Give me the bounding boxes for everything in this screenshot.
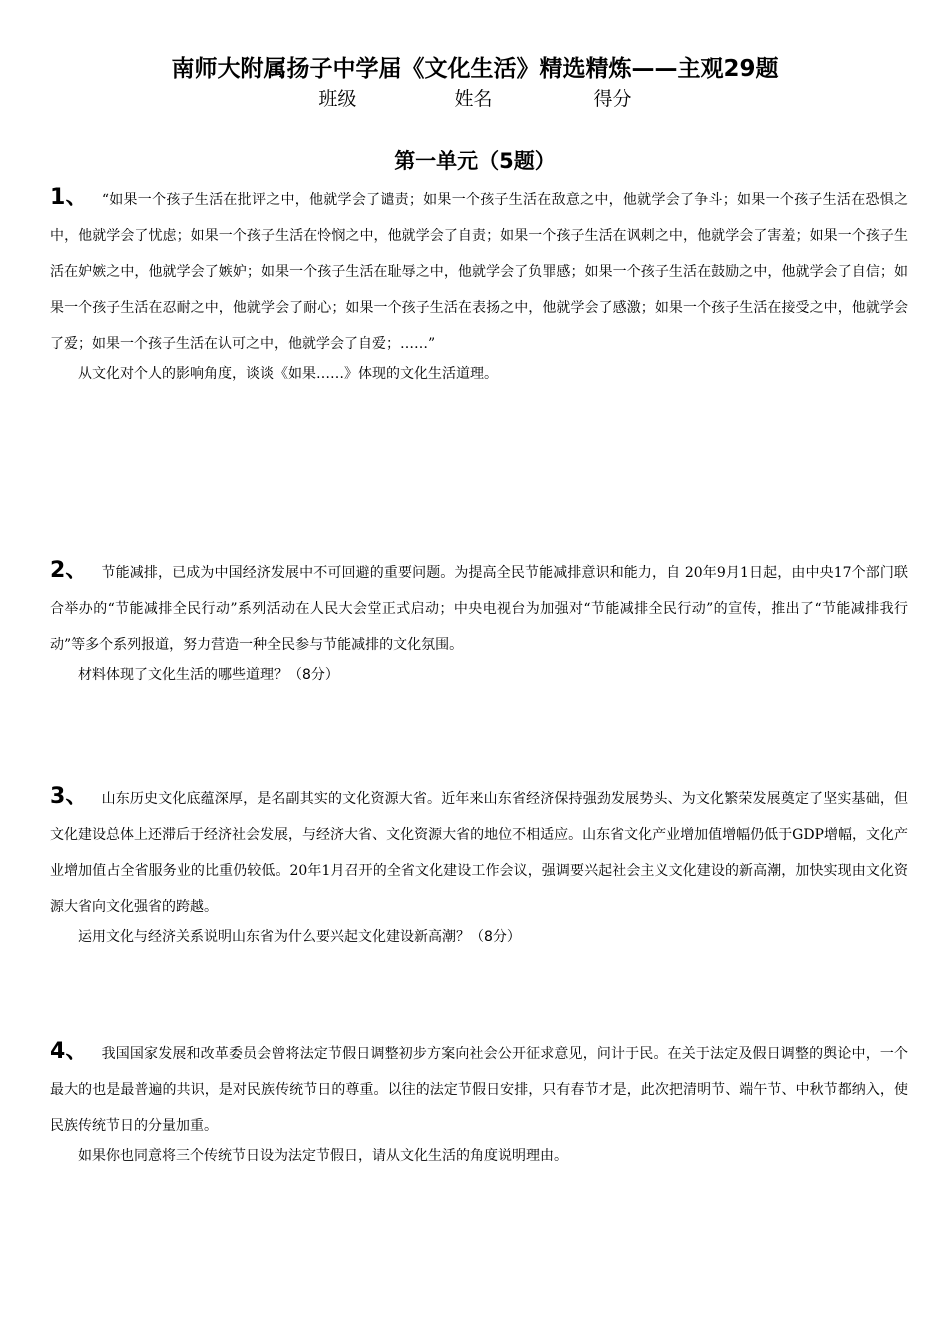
question-body	[50, 1034, 908, 1144]
question-number: 2、	[50, 558, 88, 583]
question-number: 3、	[50, 784, 88, 809]
class-label: 班级	[318, 88, 357, 110]
question-4	[50, 1034, 908, 1168]
question-number: 1、	[50, 185, 88, 210]
question-2	[50, 553, 908, 687]
question-number: 4、	[50, 1039, 88, 1064]
question-1	[50, 180, 908, 386]
question-prompt: 运用文化与经济关系说明山东省为什么要兴起文化建设新高潮？（8分）	[78, 929, 521, 945]
document-title: 南师大附属扬子中学届《文化生活》精选精炼——主观29题	[171, 56, 779, 82]
student-info-line	[0, 84, 950, 111]
question-text: 山东历史文化底蕴深厚，是名副其实的文化资源大省。近年来山东省经济保持强劲发展势头、为文化繁荣发展奠定了坚实基础，但文化建设总体上还滞后于经济社会发展，与经济大省、文化资源大省的地位不相适应。山东省文化产业增加值增幅仍低于GDP增幅，文化产业增加值占全省服务业的比重仍较低。20年1月召开的全省文化建设工作会议，强调要兴起社会主义文化建设的新高潮，加快实现由文化资源大省向文化强省的跨越。	[50, 791, 908, 915]
question-body	[50, 779, 908, 925]
question-text: “如果一个孩子生活在批评之中，他就学会了谴责；如果一个孩子生活在敌意之中，他就学会了争斗；如果一个孩子生活在恐惧之中，他就学会了忧虑；如果一个孩子生活在怜悯之中，他就学会了自责；如果一个孩子生活在讽刺之中，他就学会了害羞；如果一个孩子生活在妒嫉之中，他就学会了嫉妒；如果一个孩子生活在耻辱之中，他就学会了负罪感；如果一个孩子生活在鼓励之中，他就学会了自信；如果一个孩子生活在忍耐之中，他就学会了耐心；如果一个孩子生活在表扬之中，他就学会了感激；如果一个孩子生活在接受之中，他就学会了爱；如果一个孩子生活在认可之中，他就学会了自爱；……”	[50, 192, 908, 352]
question-body	[50, 553, 908, 663]
question-3	[50, 779, 908, 949]
question-prompt: 从文化对个人的影响角度，谈谈《如果……》体现的文化生活道理。	[78, 366, 498, 382]
unit-heading: 第一单元（5题）	[394, 149, 556, 173]
score-label: 得分	[593, 88, 632, 110]
name-label: 姓名	[454, 88, 493, 110]
question-prompt: 材料体现了文化生活的哪些道理？（8分）	[78, 667, 339, 683]
question-body	[50, 180, 908, 362]
question-prompt: 如果你也同意将三个传统节日设为法定节假日，请从文化生活的角度说明理由。	[78, 1148, 568, 1164]
question-text: 我国国家发展和改革委员会曾将法定节假日调整初步方案向社会公开征求意见，问计于民。在关于法定及假日调整的舆论中，一个最大的也是最普遍的共识，是对民族传统节日的尊重。以往的法定节假日安排，只有春节才是，此次把清明节、端午节、中秋节都纳入，使民族传统节日的分量加重。	[50, 1046, 908, 1134]
question-text: 节能减排，已成为中国经济发展中不可回避的重要问题。为提高全民节能减排意识和能力，自 20年9月1日起，由中央17个部门联合举办的“节能减排全民行动”系列活动在人民大会堂正式启动；中央电视台为加强对“节能减排全民行动”的宣传，推出了“节能减排我行动”等多个系列报道，努力营造一种全民参与节能减排的文化氛围。	[50, 565, 909, 653]
